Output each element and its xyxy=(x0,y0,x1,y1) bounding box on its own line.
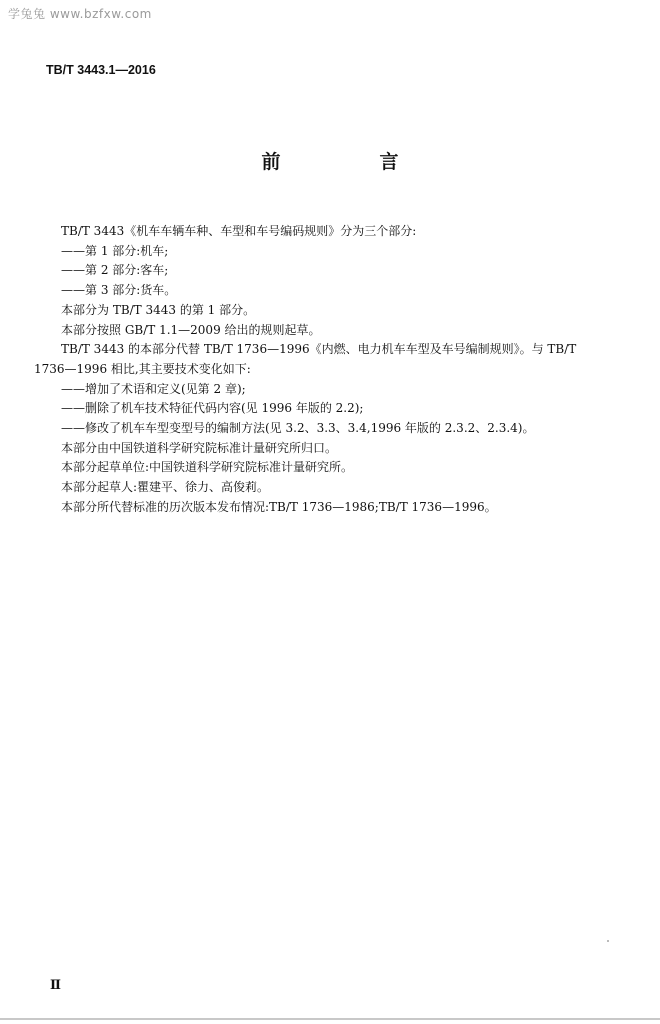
paragraph-intro: TB/T 3443《机车车辆车种、车型和车号编码规则》分为三个部分: xyxy=(61,224,417,238)
bottom-divider xyxy=(0,1018,660,1020)
list-item-change3: ——修改了机车车型变型号的编制方法(见 3.2、3.3、3.4,1996 年版的 2.3.2、2.3.4)。 xyxy=(61,421,535,436)
scan-speck xyxy=(607,940,609,942)
paragraph-part-scope: 本部分为 TB/T 3443 的第 1 部分。 xyxy=(61,302,256,317)
list-item-part3: ——第 3 部分:货车。 xyxy=(61,283,177,298)
watermark-text: 学兔兔 www.bzfxw.com xyxy=(8,7,152,21)
paragraph-replaces: TB/T 3443 的本部分代替 TB/T 1736—1996《内燃、电力机车车型及车号编制规则》。与 TB/T xyxy=(61,342,577,357)
paragraph-proposer: 本部分由中国铁道科学研究院标准计量研究所归口。 xyxy=(61,440,338,455)
standard-code: TB/T 3443.1—2016 xyxy=(46,63,156,77)
paragraph-history: 本部分所代替标准的历次版本发布情况:TB/T 1736—1986;TB/T 1736—1996。 xyxy=(61,499,497,514)
page-number: Ⅱ xyxy=(50,977,61,992)
list-item-part1: ——第 1 部分:机车; xyxy=(61,243,169,258)
paragraph-replaces-continued: 1736—1996 相比,其主要技术变化如下: xyxy=(34,361,251,376)
page-title: 前 言 xyxy=(261,151,439,173)
paragraph-drafters: 本部分起草人:瞿建平、徐力、高俊莉。 xyxy=(61,480,270,495)
list-item-change1: ——增加了术语和定义(见第 2 章); xyxy=(61,381,246,396)
list-item-part2: ——第 2 部分:客车; xyxy=(61,263,169,278)
paragraph-drafting-unit: 本部分起草单位:中国铁道科学研究院标准计量研究所。 xyxy=(61,460,354,475)
foreword-body xyxy=(34,222,631,518)
paragraph-drafting-rules: 本部分按照 GB/T 1.1—2009 给出的规则起草。 xyxy=(61,322,321,337)
list-item-change2: ——删除了机车技术特征代码内容(见 1996 年版的 2.2); xyxy=(61,401,364,416)
